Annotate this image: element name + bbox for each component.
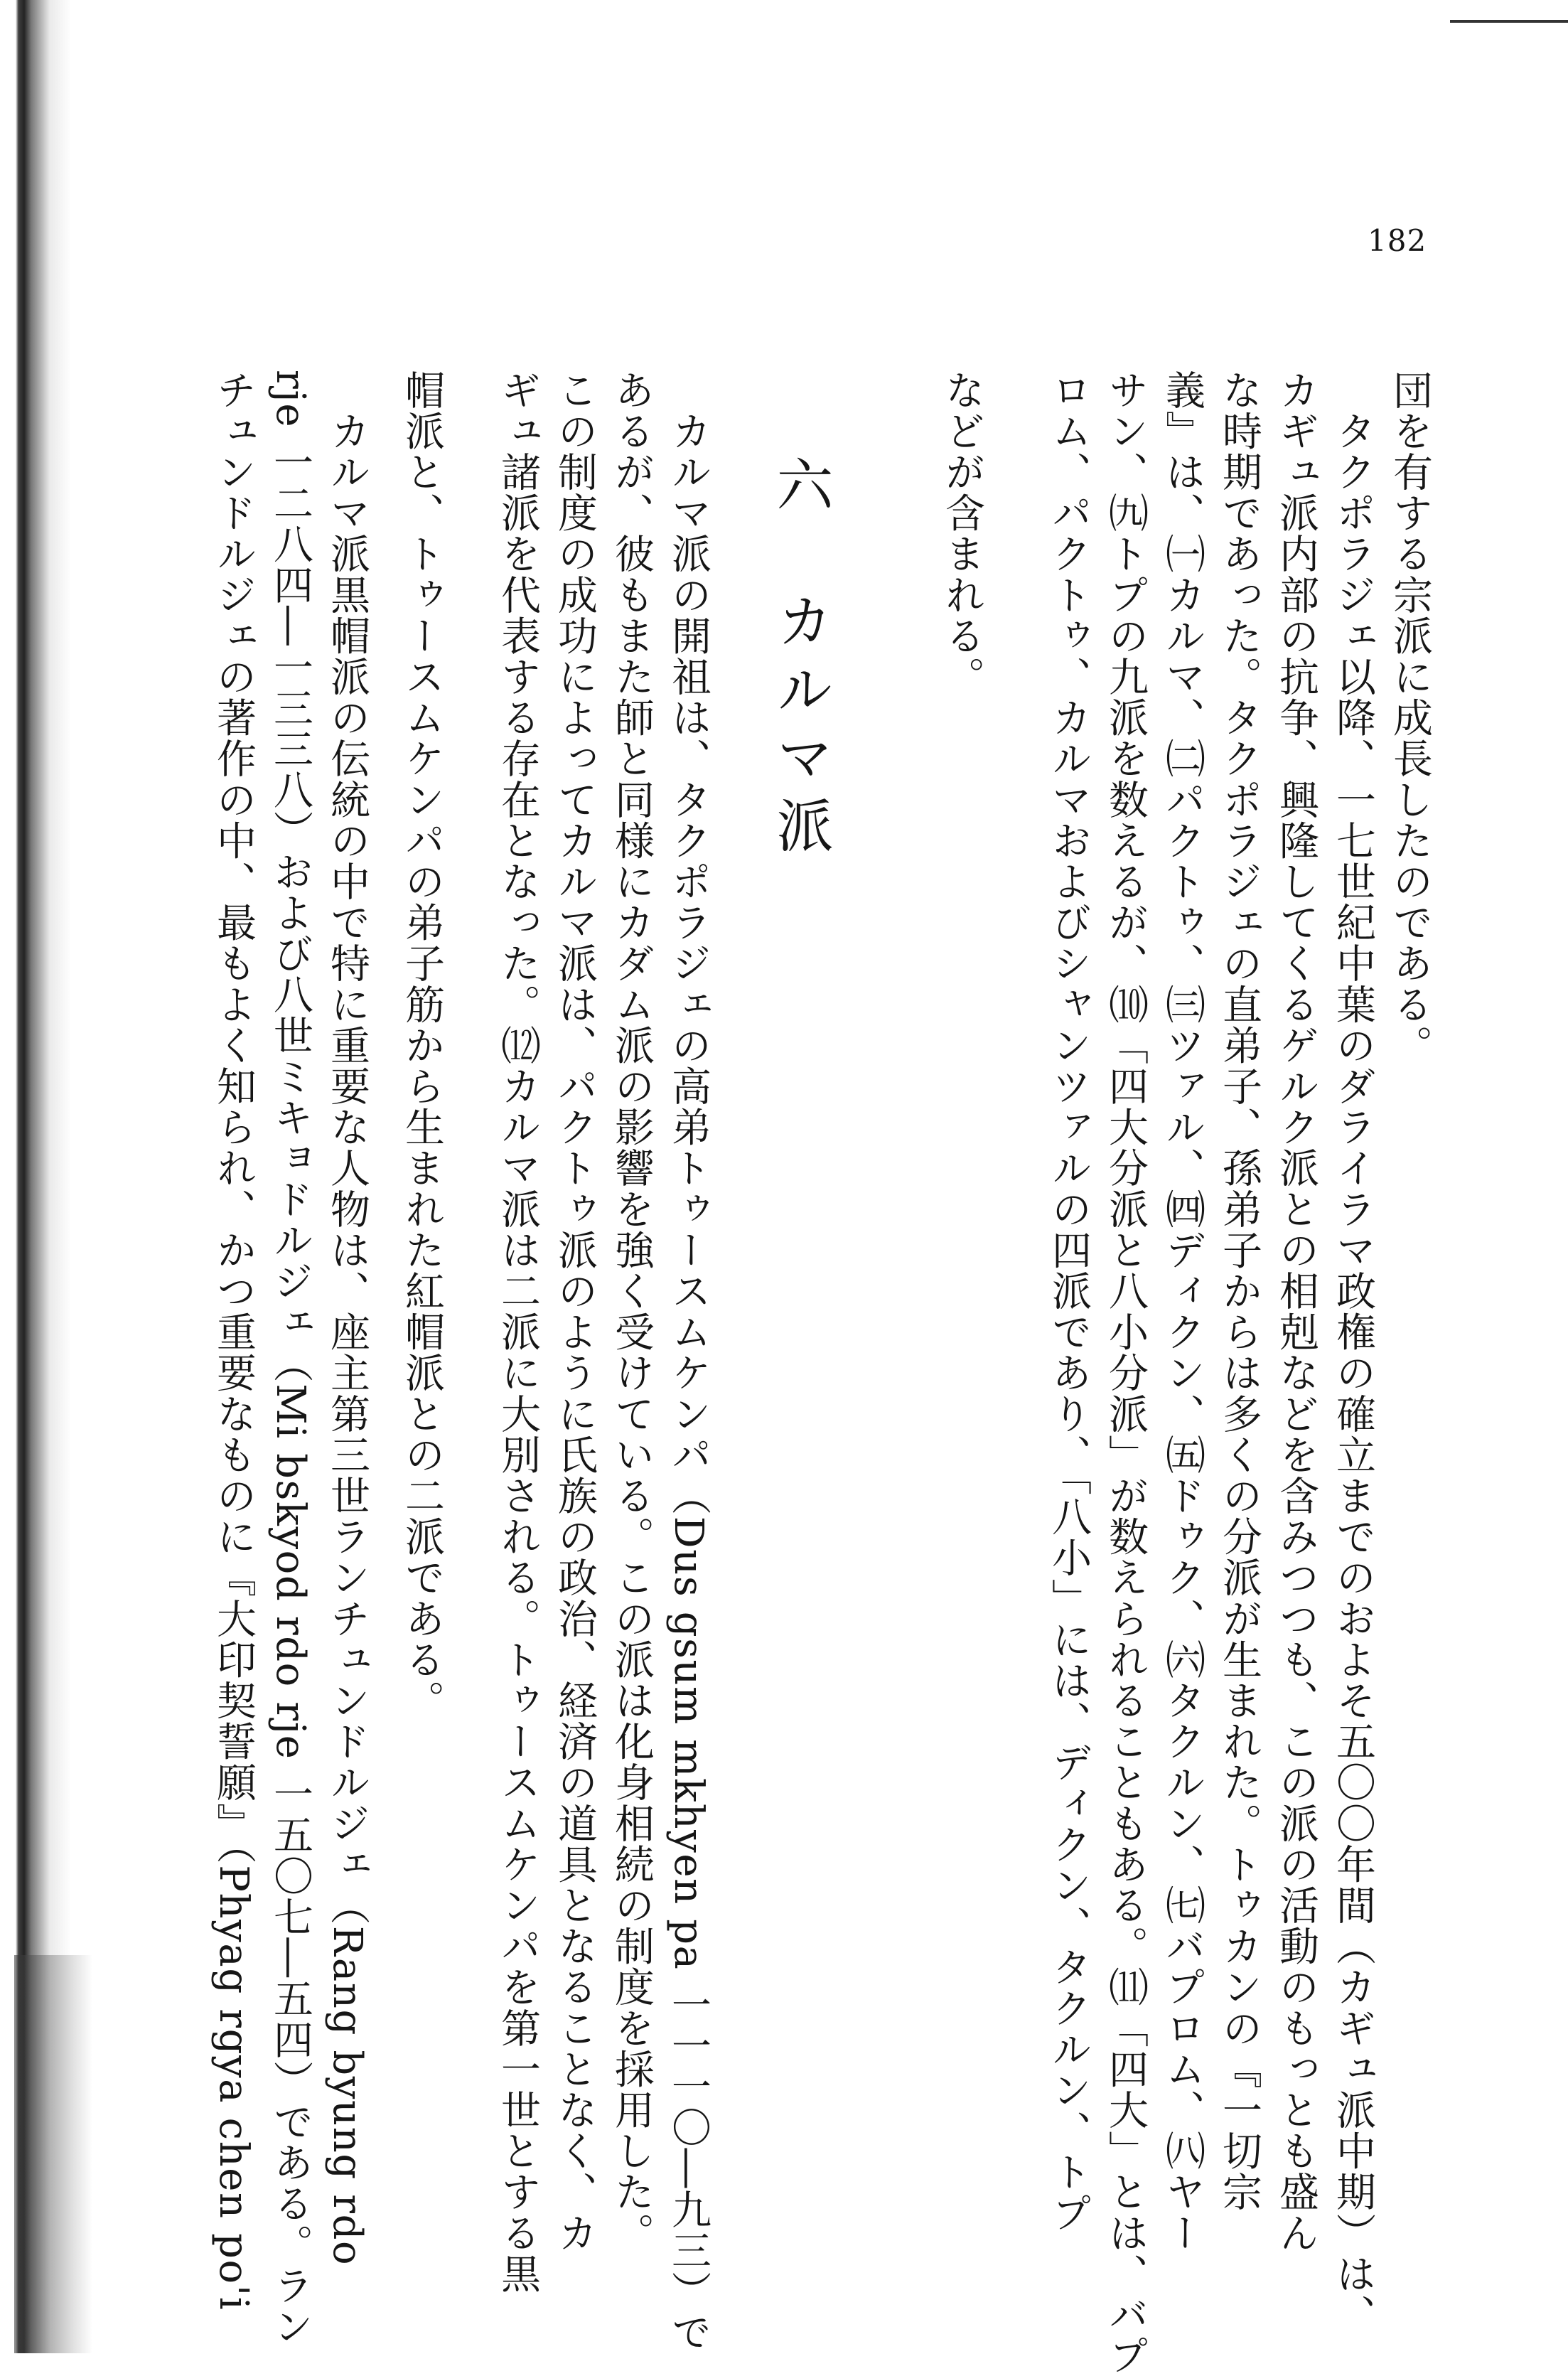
text-column: rje 一二八四―一三三八）および八世ミキョドルジェ（Mi bskyod rdo rje 一五〇七―五四）である。ラン (267, 370, 313, 2348)
text-column: カルマ派黒帽派の伝統の中で特に重要な人物は、座主第三世ランチュンドルジェ（Rang byung rdo (324, 370, 370, 2267)
text-column: カルマ派の開祖は、タクポラジェの高弟トゥースムケンパ（Dus gsum mkhyen pa 一一一〇―九三）で (665, 370, 711, 2353)
book-spine-shadow-bottom (14, 1955, 92, 2353)
text-column: チュンドルジェの著作の中、最もよく知られ、かつ重要なものに『大印契誓願』（Phyag rgya chen po'i (210, 370, 257, 2311)
page-number: 182 (1368, 223, 1427, 258)
section-heading: 六 カルマ派 (767, 455, 833, 865)
text-column: ロム、パクトゥ、カルマおよびシャンツァルの四派であり、「八小」には、ディクン、タクルン、トプ (1046, 370, 1092, 2234)
top-rule (1450, 20, 1568, 23)
text-column: あるが、彼もまた師と同様にカダム派の影響を強く受けている。この派は化身相続の制度を採用した。 (608, 370, 655, 2254)
text-column: 帽派と、トゥースムケンパの弟子筋から生まれた紅帽派との二派である。 (399, 370, 445, 1721)
text-column: な時期であった。タクポラジェの直弟子、孫弟子からは多くの分派が生まれた。トゥカンの『一切宗 (1216, 370, 1262, 2212)
text-column: 義』は、㈠カルマ、㈡パクトゥ、㈢ツァル、㈣ディクン、㈤ドゥク、㈥タクルン、㈦バプロム、㈧ヤー (1159, 370, 1205, 2254)
text-column: 団を有する宗派に成長したのである。 (1387, 370, 1433, 1066)
text-column: サン、㈨トプの九派を数えるが、⑽「四大分派と八小分派」が数えられることもある。⑾「四大」とは、バプ (1102, 370, 1149, 2376)
text-column: タクポラジェ以降、一七世紀中葉のダライラマ政権の確立までのおよそ五〇〇年間（カギュ派中期）は、 (1330, 370, 1376, 2335)
text-column: ギュ諸派を代表する存在となった。⑿カルマ派は二派に大別される。トゥースムケンパを第一世とする黒 (495, 370, 541, 2295)
text-column: などが含まれる。 (939, 370, 985, 697)
text-column: この制度の成功によってカルマ派は、パクトゥ派のように氏族の政治、経済の道具となることなく、カ (552, 370, 598, 2254)
text-column: カギュ派内部の抗争、興隆してくるゲルク派との相剋などを含みつつも、この派の活動のもっとも盛ん (1273, 370, 1319, 2254)
